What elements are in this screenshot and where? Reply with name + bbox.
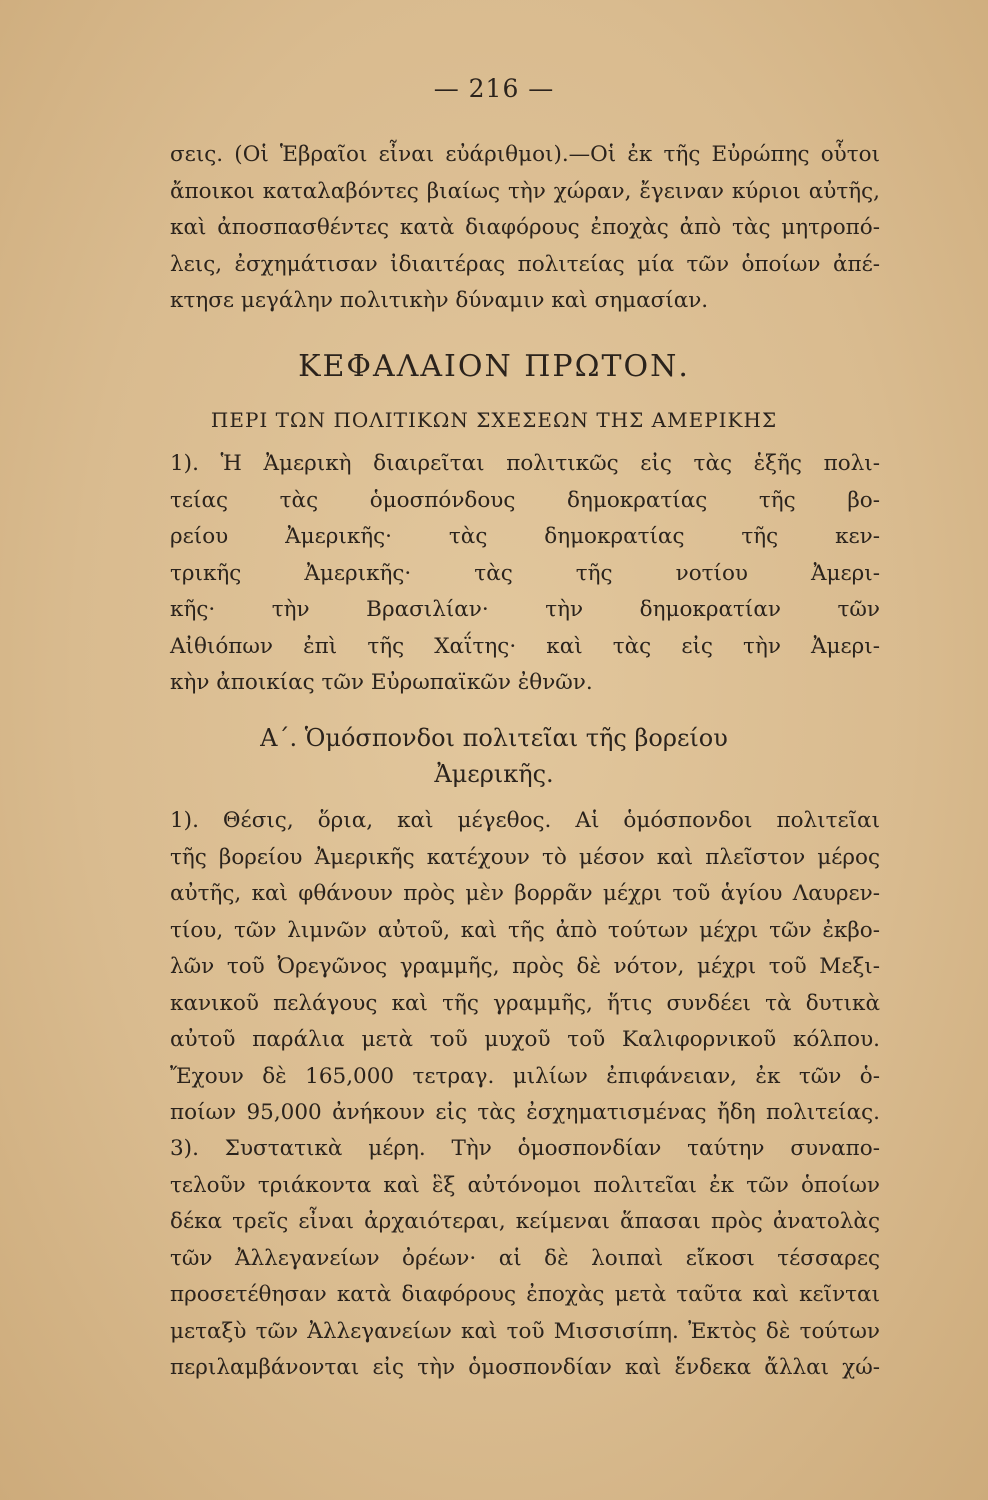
text-line: κὴν ἀποικίας τῶν Εὐρωπαϊκῶν ἐθνῶν. — [170, 670, 593, 695]
text-line: κανικοῦ πελάγους καὶ τῆς γραμμῆς, ἥτις συνδέει τὰ δυτικὰ — [170, 990, 880, 1016]
text-line: τίου, τῶν λιμνῶν αὐτοῦ, καὶ τῆς ἀπὸ τούτων μέχρι τῶν ἐκβο- — [170, 917, 880, 943]
page-number: — 216 — — [433, 74, 555, 103]
section-2-paragraph — [170, 803, 880, 1132]
text-line: ρείου Ἀμερικῆς· τὰς δημοκρατίας τῆς κεν- — [170, 524, 880, 549]
intro-paragraph — [170, 137, 880, 320]
text-line: αὐτοῦ παράλια μετὰ τοῦ μυχοῦ τοῦ Καλιφορνικοῦ κόλπου. — [170, 1027, 880, 1052]
text-line: ἄποικοι καταλαβόντες βιαίως τὴν χώραν, ἔγειναν κύριοι αὐτῆς, — [170, 178, 880, 204]
text-line: λῶν τοῦ Ὀρεγῶνος γραμμῆς, πρὸς δὲ νότον, μέχρι τοῦ Μεξι- — [170, 954, 880, 979]
section-heading-continued: Ἀμερικῆς. — [434, 760, 554, 788]
text-line: δέκα τρεῖς εἶναι ἀρχαιότεραι, κείμεναι ἅπασαι πρὸς ἀνατολὰς — [170, 1209, 880, 1234]
text-line: 3). Συστατικὰ μέρη. Τὴν ὁμοσπονδίαν ταύτην συναπο- — [170, 1136, 880, 1161]
text-line: κτησε μεγάλην πολιτικὴν δύναμιν καὶ σημασίαν. — [170, 288, 709, 313]
section-3-paragraph — [170, 1131, 880, 1387]
text-line: περιλαμβάνονται εἰς τὴν ὁμοσπονδίαν καὶ ἕνδεκα ἄλλαι χώ- — [170, 1355, 880, 1380]
text-line: καὶ ἀποσπασθέντες κατὰ διαφόρους ἐποχὰς ἀπὸ τὰς μητροπό- — [170, 215, 880, 240]
text-line: μεταξὺ τῶν Ἀλλεγανείων καὶ τοῦ Μισσισίπη. Ἐκτὸς δὲ τούτων — [170, 1318, 880, 1344]
chapter-subtitle: ΠΕΡΙ ΤΩΝ ΠΟΛΙΤΙΚΩΝ ΣΧΕΣΕΩΝ ΤΗΣ ΑΜΕΡΙΚΗΣ — [210, 408, 778, 432]
section-1-paragraph — [170, 446, 880, 702]
chapter-title: ΚΕΦΑΛΑΙΟΝ ΠΡΩΤΟΝ. — [298, 349, 690, 384]
text-line: κῆς· τὴν Βρασιλίαν· τὴν δημοκρατίαν τῶν — [170, 597, 880, 622]
section-heading: Α΄. Ὁμόσπονδοι πολιτεῖαι τῆς βορείου — [260, 724, 728, 752]
text-line: τῆς βορείου Ἀμερικῆς κατέχουν τὸ μέσον καὶ πλεῖστον μέρος — [170, 844, 880, 870]
text-line: ποίων 95,000 ἀνήκουν εἰς τὰς ἐσχηματισμένας ἤδη πολιτείας. — [170, 1100, 880, 1125]
text-line: τρικῆς Ἀμερικῆς· τὰς τῆς νοτίου Ἀμερι- — [170, 560, 880, 586]
text-line: 1). Θέσις, ὅρια, καὶ μέγεθος. Αἱ ὁμόσπονδοι πολιτεῖαι — [170, 808, 880, 833]
text-line: τῶν Ἀλλεγανείων ὀρέων· αἱ δὲ λοιπαὶ εἴκοσι τέσσαρες — [170, 1245, 880, 1271]
text-line: 1). Ἡ Ἀμερικὴ διαιρεῖται πολιτικῶς εἰς τὰς ἑξῆς πολι- — [170, 451, 880, 476]
text-line: τείας τὰς ὁμοσπόνδους δημοκρατίας τῆς βο- — [170, 487, 880, 513]
text-line: Αἰθιόπων ἐπὶ τῆς Χαΐτης· καὶ τὰς εἰς τὴν Ἀμερι- — [170, 633, 880, 659]
text-line: λεις, ἐσχημάτισαν ἰδιαιτέρας πολιτείας μία τῶν ὁποίων ἀπέ- — [170, 251, 880, 277]
text-line: Ἔχουν δὲ 165,000 τετραγ. μιλίων ἐπιφάνειαν, ἐκ τῶν ὁ- — [170, 1063, 880, 1089]
text-line: προσετέθησαν κατὰ διαφόρους ἐποχὰς μετὰ ταῦτα καὶ κεῖνται — [170, 1282, 880, 1307]
text-line: σεις. (Οἱ Ἑβραῖοι εἶναι εὐάριθμοι).—Οἱ ἐκ τῆς Εὐρώπης οὗτοι — [170, 142, 880, 167]
text-line: τελοῦν τριάκοντα καὶ ἓξ αὐτόνομοι πολιτεῖαι ἐκ τῶν ὁποίων — [170, 1172, 880, 1198]
text-line: αὐτῆς, καὶ φθάνουν πρὸς μὲν βορρᾶν μέχρι τοῦ ἁγίου Λαυρεν- — [170, 881, 880, 906]
